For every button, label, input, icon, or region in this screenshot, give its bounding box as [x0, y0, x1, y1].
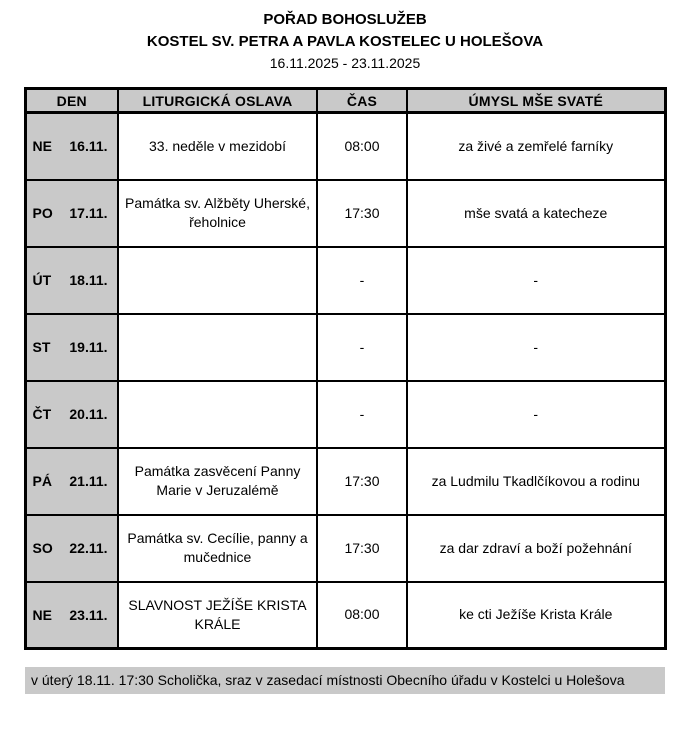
intention-cell: za Ludmilu Tkadlčíkovou a rodinu: [407, 448, 665, 515]
day-abbreviation: NE: [32, 138, 52, 155]
celebration-cell: 33. neděle v mezidobí: [118, 113, 317, 180]
table-row: [25, 515, 665, 582]
day-cell: [25, 113, 118, 180]
intention-cell: -: [407, 314, 665, 381]
column-header-celebration: LITURGICKÁ OSLAVA: [118, 89, 317, 113]
celebration-cell: Památka sv. Cecílie, panny a mučednice: [118, 515, 317, 582]
day-abbreviation: PO: [32, 205, 53, 221]
day-abbreviation: PÁ: [32, 473, 52, 489]
time-cell: 17:30: [317, 180, 407, 247]
time-cell: 08:00: [317, 582, 407, 649]
day-abbreviation: NE: [32, 606, 52, 623]
celebration-cell: Památka zasvěcení Panny Marie v Jeruzalémě: [118, 448, 317, 515]
intention-cell: za dar zdraví a boží požehnání: [407, 515, 665, 582]
day-date: 18.11.: [69, 272, 108, 288]
celebration-cell: [118, 314, 317, 381]
church-name: KOSTEL SV. PETRA A PAVLA KOSTELEC U HOLEŠOVA: [146, 33, 544, 50]
day-cell: [25, 448, 118, 515]
day-cell: [25, 314, 118, 381]
time-cell: 08:00: [317, 113, 407, 180]
footer-note: v úterý 18.11. 17:30 Scholička, sraz v zasedací místnosti Obecního úřadu v Kostelci u Holešova: [25, 667, 665, 694]
document-header: [0, 0, 690, 74]
table-row: [25, 448, 665, 515]
day-date: 21.11.: [69, 473, 108, 489]
column-header-intention: ÚMYSL MŠE SVATÉ: [407, 89, 665, 113]
time-cell: -: [317, 314, 407, 381]
time-cell: 17:30: [317, 448, 407, 515]
table-row: [25, 381, 665, 448]
table-header-row: [25, 89, 665, 113]
page-title: POŘAD BOHOSLUŽEB: [263, 11, 427, 28]
day-cell: [25, 180, 118, 247]
table-row: [25, 314, 665, 381]
celebration-cell: Památka sv. Alžběty Uherské, řeholnice: [118, 180, 317, 247]
table-row: [25, 582, 665, 649]
day-date: 22.11.: [69, 540, 108, 556]
intention-cell: ke cti Ježíše Krista Krále: [407, 582, 665, 649]
day-abbreviation: ST: [32, 339, 51, 355]
day-date: 23.11.: [69, 606, 108, 623]
celebration-cell: [118, 247, 317, 314]
table-row: [25, 247, 665, 314]
day-abbreviation: ÚT: [32, 272, 52, 288]
day-cell: [25, 247, 118, 314]
day-abbreviation: ČT: [32, 406, 52, 422]
schedule-table: [24, 87, 667, 650]
day-cell: [25, 381, 118, 448]
day-cell: [25, 582, 118, 649]
table-row: [25, 180, 665, 247]
column-header-day: DEN: [25, 89, 118, 113]
column-header-time: ČAS: [317, 89, 407, 113]
day-abbreviation: SO: [32, 540, 53, 556]
day-date: 20.11.: [69, 406, 108, 422]
time-cell: -: [317, 381, 407, 448]
intention-cell: mše svatá a katecheze: [407, 180, 665, 247]
time-cell: -: [317, 247, 407, 314]
day-date: 17.11.: [69, 205, 108, 221]
celebration-cell: [118, 381, 317, 448]
table-row: [25, 113, 665, 180]
intention-cell: -: [407, 381, 665, 448]
day-cell: [25, 515, 118, 582]
celebration-cell: SLAVNOST JEŽÍŠE KRISTA KRÁLE: [118, 582, 317, 649]
intention-cell: za živé a zemřelé farníky: [407, 113, 665, 180]
intention-cell: -: [407, 247, 665, 314]
day-date: 19.11.: [69, 339, 108, 355]
date-range: 16.11.2025 - 23.11.2025: [269, 55, 421, 71]
day-date: 16.11.: [69, 138, 108, 155]
time-cell: 17:30: [317, 515, 407, 582]
schedule-body: [25, 113, 665, 649]
